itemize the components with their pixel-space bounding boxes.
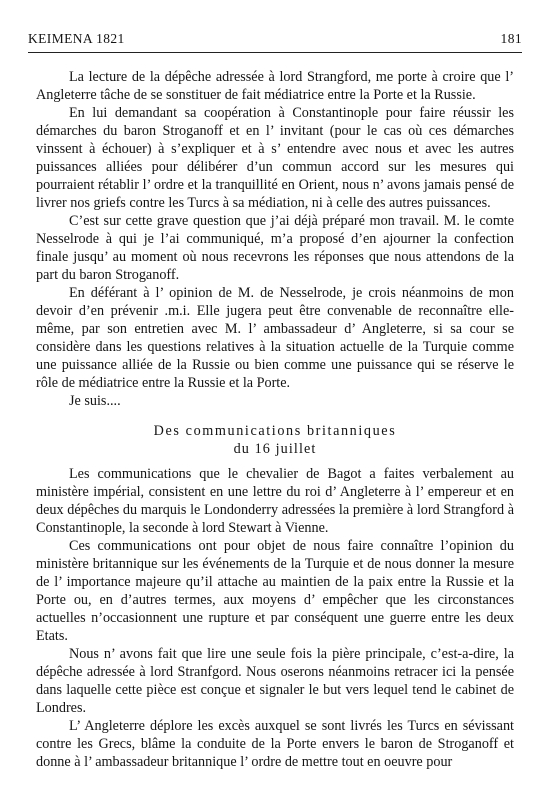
paragraph: En déférant à l’ opinion de M. de Nesselrode, je crois néanmoins de mon devoir d’en prévenir .m.i. Elle jugera peut être convenable de reconnaître elle-même, par son entretien avec M. l’ ambassadeur d’ Angleterre, si sa cour se considère dans les questions relatives à la situation actuelle de la Turquie comme une puissance alliée de la Russie ou bien comme une puissance qui se réserve le rôle de médiatrice entre la Russie et la Porte. <box>36 285 514 391</box>
paragraph: Ces communications ont pour objet de nous faire connaître l’opinion du ministère britannique sur les événements de la Turquie et de nous donner la mesure de l’ importance majeure qu’il attache au maintien de la paix entre la Russie et la Porte ou, en d’autres termes, aux moyens d’ empêcher que les circonstances actuelles n’occasionnent une rupture et par conséquent une guerre entre les deux Etats. <box>36 538 514 644</box>
section-title-line1: Des communications britanniques <box>153 423 397 439</box>
paragraph: Les communications que le chevalier de Bagot a faites verbalement au ministère impérial, consistent en une lettre du roi d’ Angleterre à l’ empereur et en deux dépêches du marquis le Londonderry adressées la première à lord Strangford à Constantinople, la seconde à lord Stewart à Vienne. <box>36 466 514 536</box>
page-number: 181 <box>500 31 522 46</box>
paragraph: Nous n’ avons fait que lire une seule fois la pière principale, c’est-a-dire, la dépêche adressée à lord Stranfgord. Nous oserons néanmoins retracer ici la pensée dans laquelle cette pièce est conçue et signaler le but vers lequel tend le cabinet de Londres. <box>36 646 514 716</box>
running-title: KEIMENA 1821 <box>28 31 125 46</box>
paragraph: L’ Angleterre déplore les excès auxquel se sont livrés les Turcs en sévissant contre les Grecs, blâme la conduite de la Porte envers le baron de Stroganoff et donne à l’ ambassadeur britannique l’ ordre de mettre tout en oeuvre pour <box>36 718 514 770</box>
section-title-line2: du 16 juillet <box>233 441 317 457</box>
closing-line: Je suis.... <box>69 393 121 409</box>
page-body <box>36 68 514 771</box>
paragraph: C’est sur cette grave question que j’ai déjà préparé mon travail. M. le comte Nesselrode à qui je l’ai communiqué, m’a proposé d’en ajourner la confection finale jusqu’ au moment où nous recevrons les réponses que nous attendons de la part du baron Stroganoff. <box>36 213 514 283</box>
paragraph: En lui demandant sa coopération à Constantinople pour faire réussir les démarches du baron Stroganoff et en l’ invitant (pour le cas où ces démarches vinssent à échouer) à s’expliquer et à s’ entendre avec nous et avec les autres puissances alliées pour délibérer d’un commun accord sur les mesures qui pourraient rétablir l’ ordre et la tranquillité en Orient, nous n’ avons jamais pensé de livrer nos griefs contre les Turcs à sa médiation, ni à celle des autres puissances. <box>36 105 514 211</box>
section-heading <box>36 422 514 458</box>
paragraph: La lecture de la dépêche adressée à lord Strangford, me porte à croire que l’ Angleterre tâche de se sonstituer de fait médiatrice entre la Porte et la Russie. <box>36 69 514 103</box>
page-header <box>28 31 522 47</box>
header-rule <box>28 52 522 53</box>
